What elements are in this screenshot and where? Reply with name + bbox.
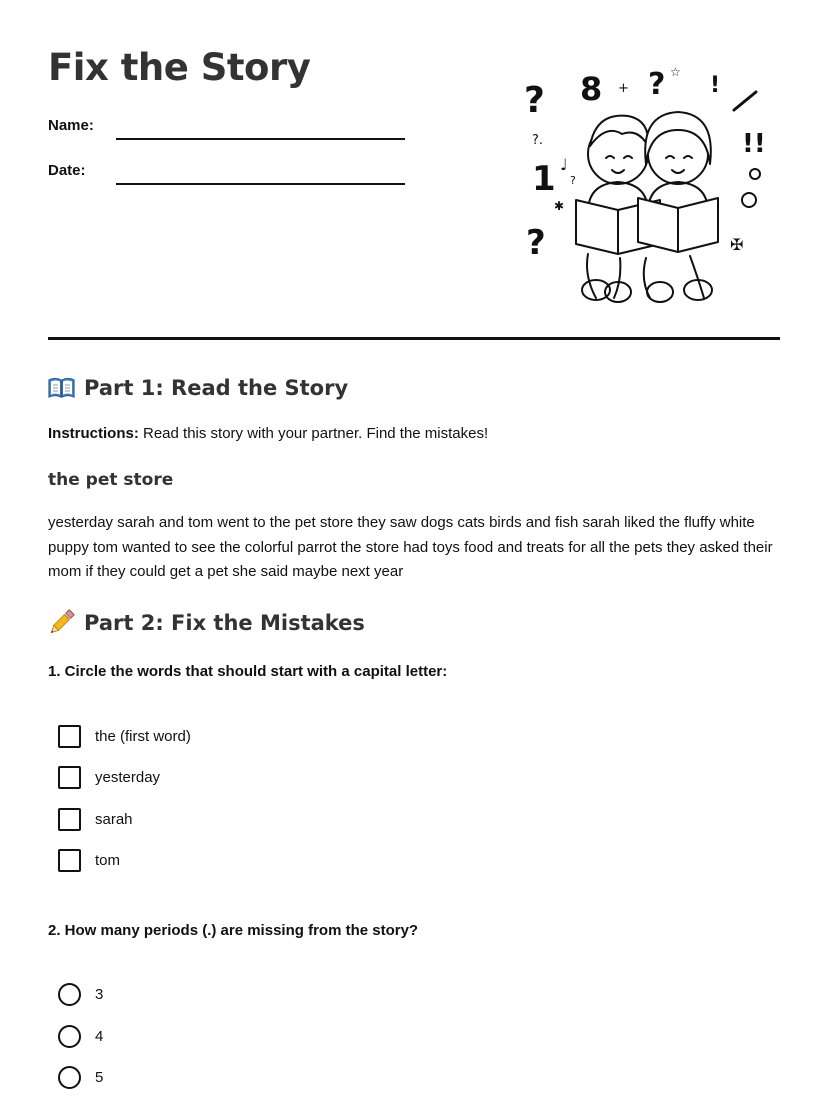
q2-option[interactable] [58, 1066, 103, 1089]
svg-text:?: ? [526, 223, 546, 263]
svg-text:♩: ♩ [560, 155, 568, 174]
svg-text:?: ? [524, 80, 545, 121]
part1-heading [48, 376, 348, 400]
svg-text:?: ? [648, 67, 666, 102]
story-text: yesterday sarah and tom went to the pet store they saw dogs cats birds and fish sarah liked the fluffy white puppy tom wanted to see the colorful parrot the store had toys food and treats for all the pets they asked their mom if they could get a pet she said maybe next year [48, 514, 773, 580]
part2-heading [48, 609, 365, 636]
q1-option-label: sarah [95, 811, 133, 828]
pencil-icon [48, 609, 75, 636]
question-1: 1. Circle the words that should start with a capital letter: [48, 663, 448, 680]
part2-heading-text: Part 2: Fix the Mistakes [84, 610, 365, 635]
q1-option-label: tom [95, 852, 121, 869]
q1-option[interactable] [58, 849, 120, 872]
question-2: 2. How many periods (.) are missing from the story? [48, 922, 419, 939]
q1-option[interactable] [58, 808, 133, 831]
q1-option-label: the (first word) [95, 728, 191, 745]
svg-text:☆: ☆ [670, 65, 681, 79]
instructions [48, 425, 488, 442]
checkbox[interactable] [58, 808, 81, 831]
q2-option-label: 3 [95, 986, 104, 1003]
q1-option[interactable] [58, 725, 191, 748]
worksheet-title: Fix the Story [48, 46, 311, 89]
q2-option[interactable] [58, 983, 103, 1006]
svg-text:1: 1 [532, 159, 556, 199]
radio-button[interactable] [58, 1025, 81, 1048]
section-divider [48, 337, 780, 340]
q1-option-label: yesterday [95, 769, 161, 786]
name-field[interactable] [116, 138, 405, 140]
checkbox[interactable] [58, 849, 81, 872]
q2-option-label: 4 [95, 1028, 104, 1045]
q1-option[interactable] [58, 766, 160, 789]
q2-option[interactable] [58, 1025, 103, 1048]
radio-button[interactable] [58, 983, 81, 1006]
svg-text:?.: ?. [532, 133, 544, 148]
date-label: Date: [48, 162, 86, 179]
instructions-text: Read this story with your partner. Find the mistakes! [138, 425, 489, 442]
open-book-icon [48, 377, 75, 399]
svg-text:!!: !! [742, 129, 766, 159]
svg-text:!: ! [710, 73, 721, 98]
radio-button[interactable] [58, 1066, 81, 1089]
part1-heading-text: Part 1: Read the Story [84, 376, 349, 400]
svg-text:✱: ✱ [554, 199, 565, 213]
children-reading-illustration [520, 62, 770, 306]
date-field[interactable] [116, 183, 405, 185]
svg-text:+: + [618, 81, 629, 96]
instructions-label: Instructions: [48, 425, 139, 442]
svg-text:✠: ✠ [730, 235, 744, 254]
story-title: the pet store [48, 470, 174, 490]
svg-text:?: ? [570, 174, 576, 187]
svg-text:8: 8 [580, 70, 603, 108]
q2-option-label: 5 [95, 1069, 104, 1086]
checkbox[interactable] [58, 725, 81, 748]
checkbox[interactable] [58, 766, 81, 789]
name-label: Name: [48, 117, 94, 134]
